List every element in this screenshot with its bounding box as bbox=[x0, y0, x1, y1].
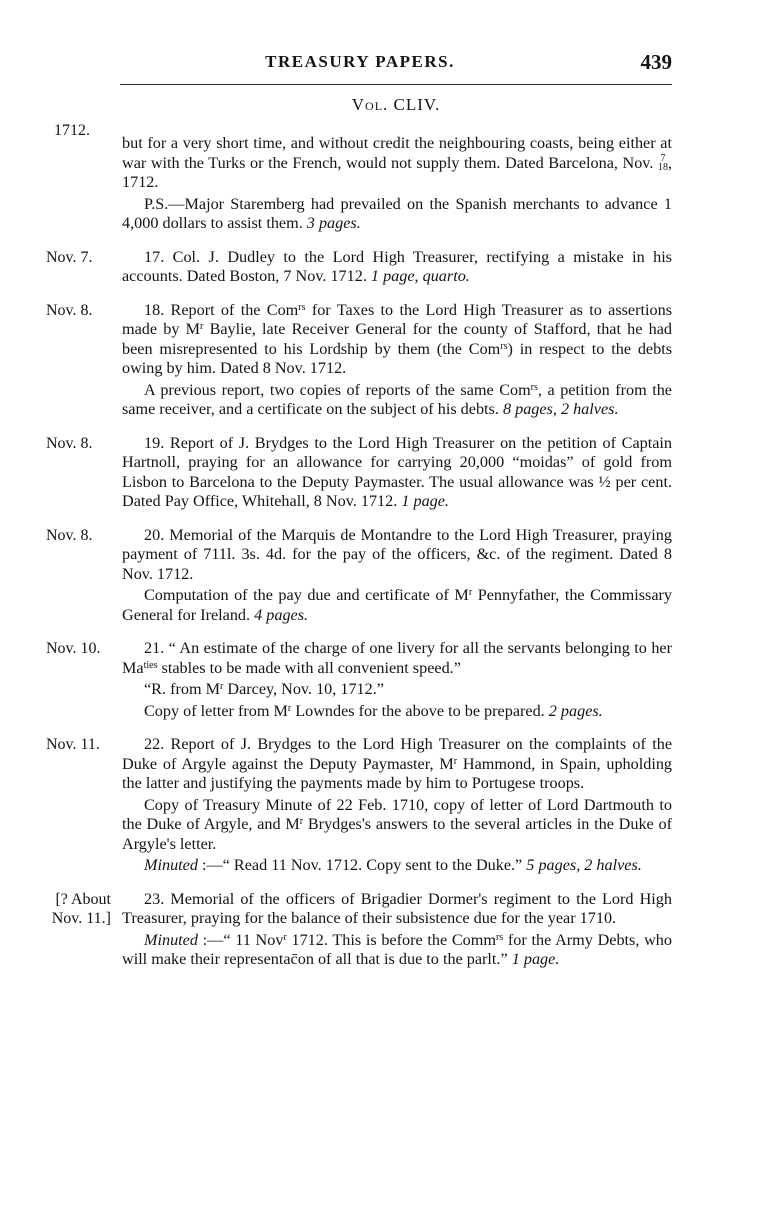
entry-paragraph: “R. from $M^r$ Darcey, Nov. 10, 1712.” bbox=[144, 680, 384, 698]
entry-paragraph: Computation of the pay due and certificate of $M^r$ Pennyfather, the Commissary General for Ireland. 4 pages. bbox=[122, 586, 672, 624]
entry-date: Nov. 10. bbox=[46, 640, 101, 657]
entry-paragraph: 17. Col. J. Dudley to the Lord High Treasurer, rectifying a mistake in his accounts. Dated Boston, 7 Nov. 1712. 1 page, quarto. bbox=[122, 247, 672, 285]
entry-17 bbox=[0, 248, 672, 287]
entry-paragraph: but for a very short time, and without credit the neighbouring coasts, being either at war with the Turks or the French, would not supply them. Dated Barcelona, Nov. 7 18 , 1712. bbox=[122, 134, 672, 191]
entry-paragraph: 19. Report of J. Brydges to the Lord High Treasurer on the petition of Captain Hartnoll, praying for an allowance for carrying 20,000 “moidas” of gold from Lisbon to Barcelona to the Deputy Paymaster. The usual allowance was ½ per cent. Dated Pay Office, Whitehall, 8 Nov. 1712. 1 page. bbox=[122, 433, 672, 510]
entry-18 bbox=[0, 301, 672, 420]
entry-date: [? About Nov. 11.] bbox=[51, 890, 111, 927]
header-rule bbox=[120, 84, 672, 85]
volume-title: Vol. CLIV. bbox=[351, 95, 441, 114]
entry-20 bbox=[0, 526, 672, 626]
entry-23 bbox=[0, 890, 672, 970]
entries bbox=[0, 134, 770, 984]
entry-paragraph: A previous report, two copies of reports of the same Com$^{rs}$, a petition from the same receiver, and a certificate on the subject of his debts. 8 pages, 2 halves. bbox=[122, 380, 672, 418]
entry-paragraph: 21. “ An estimate of the charge of one livery for all the servants belonging to her $Ma^{ties}$ stables to be made with all convenient speed.” bbox=[122, 639, 672, 677]
entry-paragraph: 23. Memorial of the officers of Brigadier Dormer's regiment to the Lord High Treasurer, praying for the balance of their subsistence due for the year 1710. bbox=[122, 889, 672, 927]
entry-date: Nov. 8. bbox=[46, 526, 93, 544]
entry-date: Nov. 8. bbox=[46, 434, 93, 452]
year-label: 1712. bbox=[54, 122, 90, 139]
entry-paragraph: Minuted :—“ Read 11 Nov. 1712. Copy sent to the Duke.” 5 pages, 2 halves. bbox=[144, 856, 642, 874]
entry-paragraph: Copy of Treasury Minute of 22 Feb. 1710, copy of letter of Lord Dartmouth to the Duke of Argyle, and $M^r$ Brydges's answers to the several articles in the Duke of Argyle's letter. bbox=[122, 795, 672, 853]
entry-19 bbox=[0, 434, 672, 512]
page-number: 439 bbox=[640, 50, 672, 74]
entry-16-continuation bbox=[0, 134, 672, 234]
entry-paragraph: 18. Report of the Com$^{rs}$ for Taxes to the Lord High Treasurer as to assertions made by $M^r$ Baylie, late Receiver General for the county of Stafford, that he had been misrepresented to his Lordship by them (the Com$^{rs}$) in respect to the debts owing by him. Dated 8 Nov. 1712. bbox=[122, 300, 673, 377]
running-head: TREASURY PAPERS. bbox=[265, 52, 455, 71]
entry-date: Nov. 7. bbox=[46, 248, 93, 266]
fraction: 7 18 bbox=[657, 152, 668, 173]
entry-21 bbox=[0, 639, 672, 721]
entry-22 bbox=[0, 735, 672, 876]
entry-paragraph: 22. Report of J. Brydges to the Lord High Treasurer on the complaints of the Duke of Argyle against the Deputy Paymaster, $M^r$ Hammond, in Spain, upholding the latter and justifying the payments made by him to Portugese troops. bbox=[122, 735, 673, 792]
entry-paragraph: Copy of letter from $M^r$ Lowndes for the above to be prepared. 2 pages. bbox=[144, 701, 603, 720]
entry-date: Nov. 11. bbox=[46, 736, 100, 753]
entry-paragraph: 20. Memorial of the Marquis de Montandre to the Lord High Treasurer, praying payment of 711l. 3s. 4d. for the pay of the officers, &c. of the regiment. Dated 8 Nov. 1712. bbox=[122, 525, 672, 583]
entry-paragraph: Minuted :—“ 11 Nov$^r$ 1712. This is before the Comm$^{rs}$ for the Army Debts, who will make their representac̄on of all that is due to the parlt.” 1 page. bbox=[122, 930, 672, 968]
entry-date: Nov. 8. bbox=[46, 301, 93, 319]
entry-paragraph: P.S.—Major Staremberg had prevailed on the Spanish merchants to advance 1 4,000 dollars to assist them. 3 pages. bbox=[122, 194, 672, 232]
